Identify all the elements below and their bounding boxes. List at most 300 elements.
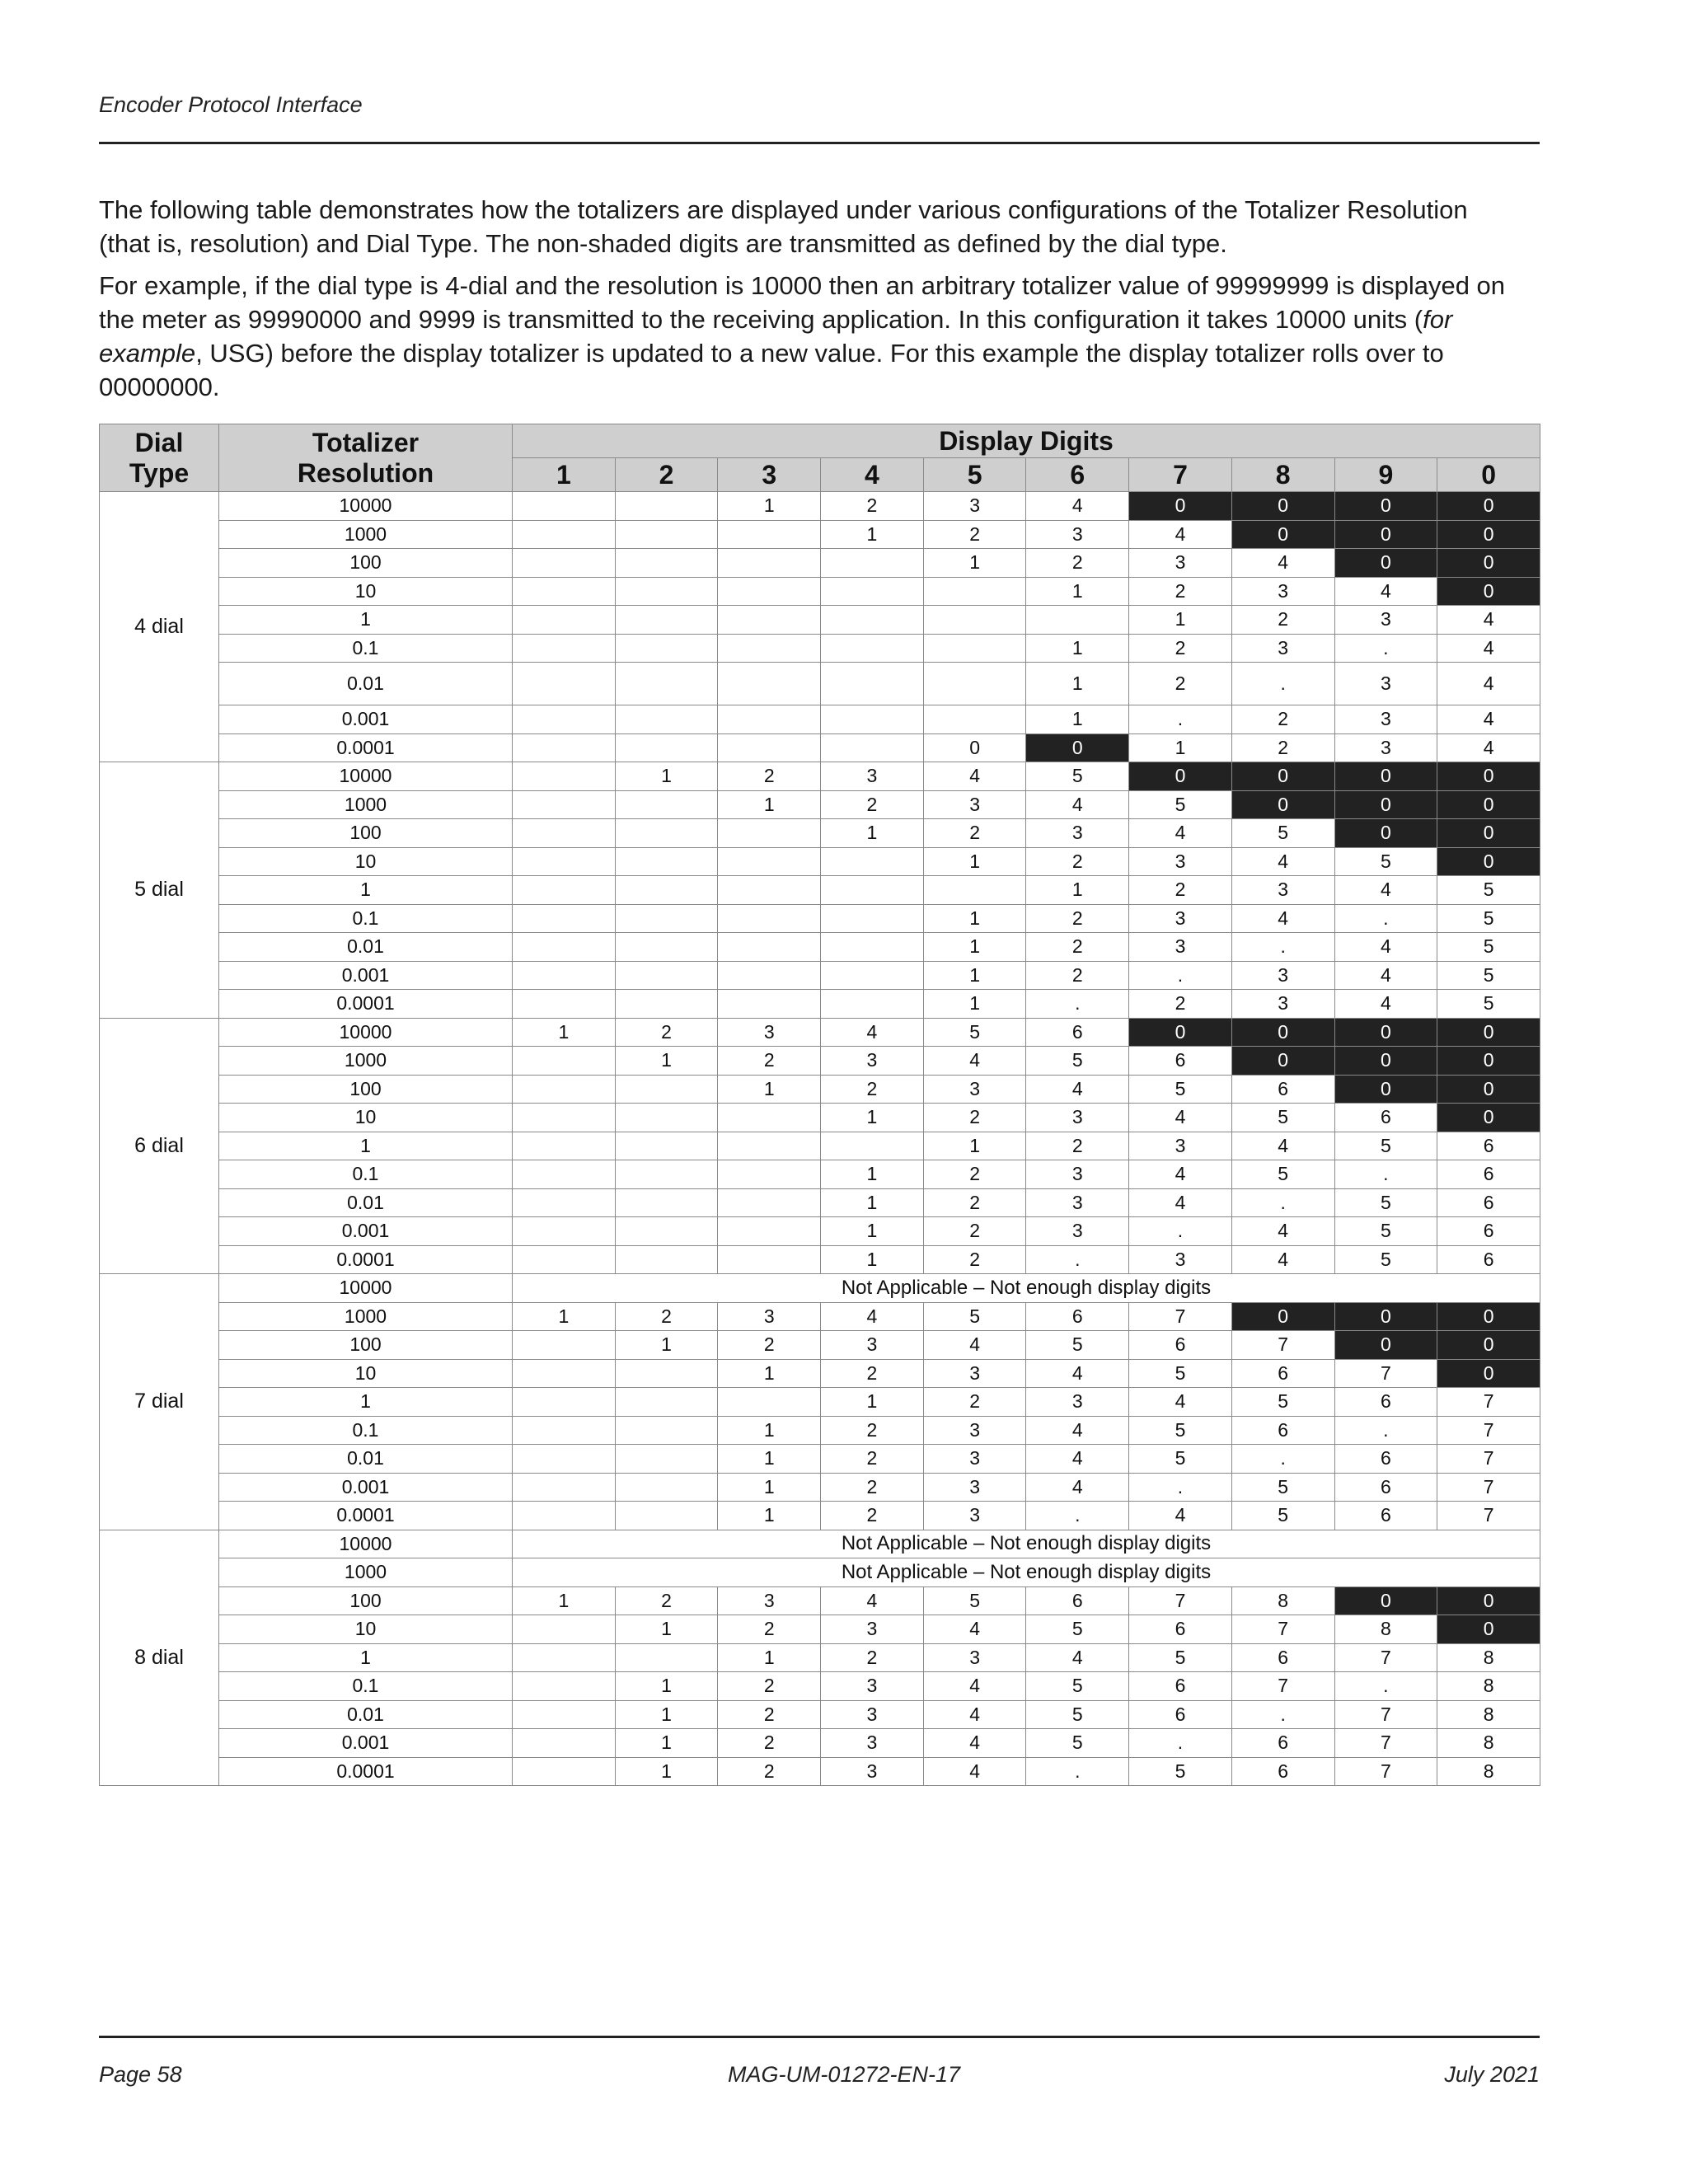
digit-cell	[513, 1502, 616, 1530]
table-row	[100, 1530, 1540, 1558]
digit-cell: 3	[923, 1502, 1026, 1530]
digit-cell: 1	[923, 990, 1026, 1019]
resolution-cell: 100	[219, 819, 513, 848]
digit-cell: 4	[1231, 1217, 1334, 1246]
digit-cell	[821, 933, 924, 962]
digit-cell	[718, 1188, 821, 1217]
digit-cell: 2	[1231, 733, 1334, 762]
resolution-cell: 100	[219, 1331, 513, 1360]
digit-cell: 5	[1334, 1217, 1437, 1246]
digit-cell: 3	[1026, 1217, 1129, 1246]
table-row	[100, 1047, 1540, 1076]
resolution-cell: 0.001	[219, 1473, 513, 1502]
digit-cell	[615, 634, 718, 663]
digit-cell: 4	[1129, 1104, 1232, 1132]
digit-cell: 1	[718, 1502, 821, 1530]
digit-cell: 7	[1334, 1757, 1437, 1786]
digit-cell: 4	[1129, 819, 1232, 848]
digit-cell	[513, 847, 616, 876]
digit-cell: 4	[1231, 549, 1334, 578]
digit-cell: 2	[1231, 705, 1334, 734]
digit-cell	[615, 961, 718, 990]
digit-cell: 4	[1231, 1245, 1334, 1274]
digit-cell: 1	[615, 1700, 718, 1729]
resolution-cell: 1	[219, 1132, 513, 1160]
digit-cell: 6	[1437, 1217, 1540, 1246]
digit-cell: 1	[513, 1586, 616, 1615]
digit-cell: 5	[1129, 1643, 1232, 1672]
digit-cell: 2	[821, 1359, 924, 1388]
digit-cell	[513, 1359, 616, 1388]
digit-cell: 7	[1437, 1445, 1540, 1474]
digit-cell	[718, 1104, 821, 1132]
digit-cell	[821, 961, 924, 990]
resolution-cell: 10	[219, 847, 513, 876]
digit-cell	[923, 663, 1026, 705]
digit-cell	[718, 876, 821, 905]
table-row	[100, 549, 1540, 578]
digit-cell: 3	[923, 492, 1026, 521]
digit-cell: 7	[1334, 1729, 1437, 1758]
digit-cell	[615, 577, 718, 606]
digit-cell: 1	[718, 1473, 821, 1502]
digit-cell: 3	[821, 1331, 924, 1360]
digit-cell: 4	[1026, 492, 1129, 521]
digit-cell: 4	[821, 1586, 924, 1615]
digit-cell: 5	[1437, 990, 1540, 1019]
digit-cell: 3	[1231, 577, 1334, 606]
digit-cell: 1	[513, 1302, 616, 1331]
digit-cell: 4	[1334, 876, 1437, 905]
digit-cell: 3	[1231, 961, 1334, 990]
resolution-cell: 0.1	[219, 1160, 513, 1189]
digit-cell	[718, 520, 821, 549]
resolution-cell: 1	[219, 1643, 513, 1672]
resolution-cell: 0.0001	[219, 733, 513, 762]
digit-cell	[513, 790, 616, 819]
resolution-cell: 0.001	[219, 1217, 513, 1246]
digit-cell: 5	[1026, 1700, 1129, 1729]
table-row	[100, 1245, 1540, 1274]
digit-cell: 2	[1231, 606, 1334, 635]
digit-cell: .	[1334, 904, 1437, 933]
digit-cell: 1	[1129, 606, 1232, 635]
header-digit-8: 8	[1231, 458, 1334, 492]
digit-cell	[513, 933, 616, 962]
digit-cell: 0	[1129, 492, 1232, 521]
table-row	[100, 1160, 1540, 1189]
digit-cell: 2	[718, 1700, 821, 1729]
digit-cell: .	[1026, 1757, 1129, 1786]
digit-cell: 0	[1334, 819, 1437, 848]
digit-cell	[821, 733, 924, 762]
resolution-cell: 10000	[219, 1274, 513, 1303]
digit-cell: 2	[821, 492, 924, 521]
digit-cell: 1	[821, 1160, 924, 1189]
digit-cell: 1	[821, 1388, 924, 1417]
digit-cell: 1	[1129, 733, 1232, 762]
digit-cell: 0	[1437, 577, 1540, 606]
digit-cell	[615, 1075, 718, 1104]
digit-cell: 6	[1026, 1302, 1129, 1331]
resolution-cell: 1000	[219, 520, 513, 549]
digit-cell: 2	[718, 1047, 821, 1076]
digit-cell: 0	[1437, 762, 1540, 791]
digit-cell: 4	[1437, 606, 1540, 635]
digit-cell: 4	[923, 762, 1026, 791]
digit-cell: 0	[1231, 790, 1334, 819]
digit-cell	[718, 1160, 821, 1189]
digit-cell	[821, 876, 924, 905]
digit-cell: 4	[1334, 577, 1437, 606]
digit-cell	[821, 904, 924, 933]
dial-type-cell: 4 dial	[100, 492, 219, 762]
digit-cell	[615, 606, 718, 635]
digit-cell: 5	[1231, 1104, 1334, 1132]
digit-cell	[513, 1047, 616, 1076]
digit-cell: .	[1231, 933, 1334, 962]
table-row	[100, 1217, 1540, 1246]
digit-cell	[718, 663, 821, 705]
digit-cell: 7	[1129, 1586, 1232, 1615]
digit-cell: 5	[1129, 1445, 1232, 1474]
digit-cell: 3	[923, 1359, 1026, 1388]
digit-cell: 6	[1026, 1018, 1129, 1047]
intro-paragraph-1: The following table demonstrates how the totalizers are displayed under various configurations of the Totalizer Resolution (that is, resolution) and Dial Type. The non-shaded digits are transmitted as defined by the dial type.	[99, 195, 1468, 258]
digit-cell: 2	[821, 1473, 924, 1502]
intro-p2-emphasis: for example	[99, 305, 1453, 368]
digit-cell	[615, 1104, 718, 1132]
digit-cell	[513, 663, 616, 705]
digit-cell: 2	[923, 1388, 1026, 1417]
digit-cell: 2	[1129, 990, 1232, 1019]
digit-cell: 0	[1334, 1331, 1437, 1360]
digit-cell: 3	[1334, 705, 1437, 734]
digit-cell: 5	[1231, 1473, 1334, 1502]
digit-cell: 1	[923, 1132, 1026, 1160]
digit-cell: 4	[1026, 1075, 1129, 1104]
digit-cell: 0	[1437, 1018, 1540, 1047]
digit-cell: 5	[1334, 1132, 1437, 1160]
digit-cell: 3	[1026, 1388, 1129, 1417]
digit-cell: 5	[1129, 1416, 1232, 1445]
digit-cell	[615, 492, 718, 521]
header-digit-4: 4	[821, 458, 924, 492]
table-row	[100, 1416, 1540, 1445]
digit-cell	[513, 1729, 616, 1758]
digit-cell: 4	[923, 1672, 1026, 1701]
digit-cell	[513, 1416, 616, 1445]
digit-cell: 2	[821, 790, 924, 819]
digit-cell	[718, 1388, 821, 1417]
digit-cell: 8	[1231, 1586, 1334, 1615]
digit-cell: 3	[1026, 1160, 1129, 1189]
digit-cell	[513, 1388, 616, 1417]
digit-cell	[513, 819, 616, 848]
digit-cell: 6	[1231, 1359, 1334, 1388]
resolution-cell: 10000	[219, 1018, 513, 1047]
digit-cell: 4	[1437, 634, 1540, 663]
digit-cell: 0	[1437, 549, 1540, 578]
digit-cell: 6	[1026, 1586, 1129, 1615]
resolution-cell: 1000	[219, 1558, 513, 1587]
table-body	[100, 492, 1540, 1786]
table-row	[100, 1132, 1540, 1160]
digit-cell: 4	[1231, 847, 1334, 876]
footer-page-number: Page 58	[99, 2062, 182, 2087]
digit-cell: .	[1231, 1445, 1334, 1474]
digit-cell: 1	[615, 1615, 718, 1644]
dial-type-cell: 8 dial	[100, 1530, 219, 1786]
digit-cell	[615, 790, 718, 819]
digit-cell	[513, 606, 616, 635]
resolution-cell: 1	[219, 876, 513, 905]
digit-cell: 1	[923, 904, 1026, 933]
digit-cell	[718, 990, 821, 1019]
digit-cell: .	[1026, 990, 1129, 1019]
digit-cell: 6	[1334, 1445, 1437, 1474]
digit-cell: 5	[1026, 1672, 1129, 1701]
digit-cell: 5	[1334, 1245, 1437, 1274]
digit-cell	[923, 876, 1026, 905]
digit-cell: 8	[1437, 1672, 1540, 1701]
digit-cell: 6	[1334, 1473, 1437, 1502]
digit-cell: 8	[1437, 1757, 1540, 1786]
header-digit-1: 1	[513, 458, 616, 492]
digit-cell: 6	[1231, 1729, 1334, 1758]
digit-cell	[821, 549, 924, 578]
resolution-cell: 0.1	[219, 1672, 513, 1701]
digit-cell: 2	[718, 1729, 821, 1758]
digit-cell: 1	[718, 1416, 821, 1445]
digit-cell	[615, 1217, 718, 1246]
digit-cell: 2	[1129, 876, 1232, 905]
digit-cell: 3	[1231, 876, 1334, 905]
digit-cell: 4	[923, 1615, 1026, 1644]
digit-cell	[615, 1245, 718, 1274]
digit-cell: 4	[1129, 520, 1232, 549]
digit-cell	[513, 1757, 616, 1786]
digit-cell	[615, 876, 718, 905]
table-row	[100, 634, 1540, 663]
digit-cell: 2	[923, 1160, 1026, 1189]
digit-cell	[615, 520, 718, 549]
digit-cell: 0	[1334, 520, 1437, 549]
digit-cell: 1	[821, 1104, 924, 1132]
resolution-cell: 100	[219, 1586, 513, 1615]
table-row	[100, 1643, 1540, 1672]
digit-cell: 2	[923, 819, 1026, 848]
digit-cell	[513, 549, 616, 578]
digit-cell: 0	[1334, 1075, 1437, 1104]
digit-cell	[718, 933, 821, 962]
digit-cell: 4	[1129, 1388, 1232, 1417]
digit-cell: 3	[923, 1416, 1026, 1445]
digit-cell: 5	[1231, 819, 1334, 848]
digit-cell	[615, 904, 718, 933]
table-row	[100, 961, 1540, 990]
digit-cell	[513, 577, 616, 606]
digit-cell	[615, 1188, 718, 1217]
digit-cell: 3	[923, 1643, 1026, 1672]
not-applicable-cell: Not Applicable – Not enough display digits	[513, 1558, 1540, 1587]
digit-cell: 2	[615, 1302, 718, 1331]
totalizer-table	[99, 424, 1540, 1786]
digit-cell: 0	[1334, 790, 1437, 819]
digit-cell: 1	[1026, 876, 1129, 905]
header-totalizer-resolution: Totalizer Resolution	[219, 424, 513, 492]
digit-cell: 0	[1334, 762, 1437, 791]
digit-cell	[513, 904, 616, 933]
table-row	[100, 1558, 1540, 1587]
digit-cell: 1	[821, 1217, 924, 1246]
digit-cell: .	[1231, 1188, 1334, 1217]
digit-cell: 1	[1026, 705, 1129, 734]
resolution-cell: 0.001	[219, 961, 513, 990]
digit-cell: 3	[821, 762, 924, 791]
digit-cell: 2	[821, 1445, 924, 1474]
resolution-cell: 10	[219, 1615, 513, 1644]
digit-cell: 4	[1026, 1359, 1129, 1388]
table-row	[100, 1729, 1540, 1758]
digit-cell	[513, 1473, 616, 1502]
table-row	[100, 762, 1540, 791]
digit-cell: 3	[718, 1018, 821, 1047]
table-row	[100, 1274, 1540, 1303]
digit-cell: 3	[821, 1047, 924, 1076]
digit-cell: 4	[1026, 1416, 1129, 1445]
digit-cell	[923, 577, 1026, 606]
digit-cell: .	[1129, 1217, 1232, 1246]
table-row	[100, 1331, 1540, 1360]
digit-cell	[718, 634, 821, 663]
digit-cell: 6	[1334, 1104, 1437, 1132]
digit-cell: 0	[1334, 492, 1437, 521]
digit-cell: 1	[821, 520, 924, 549]
resolution-cell: 100	[219, 1075, 513, 1104]
digit-cell	[718, 819, 821, 848]
digit-cell: 0	[1437, 1331, 1540, 1360]
digit-cell	[615, 549, 718, 578]
digit-cell: 0	[1334, 1047, 1437, 1076]
digit-cell: 4	[1129, 1160, 1232, 1189]
digit-cell: .	[1129, 1473, 1232, 1502]
digit-cell: 2	[1026, 904, 1129, 933]
digit-cell: 3	[1026, 520, 1129, 549]
digit-cell	[615, 1132, 718, 1160]
header-digit-0: 0	[1437, 458, 1540, 492]
digit-cell: 0	[1231, 1018, 1334, 1047]
digit-cell: 5	[1231, 1502, 1334, 1530]
digit-cell: 5	[1129, 1359, 1232, 1388]
digit-cell	[513, 1160, 616, 1189]
digit-cell: 5	[1437, 904, 1540, 933]
digit-cell	[513, 1672, 616, 1701]
digit-cell: 3	[923, 1473, 1026, 1502]
digit-cell	[821, 634, 924, 663]
digit-cell: 5	[1026, 762, 1129, 791]
digit-cell: 4	[1026, 1473, 1129, 1502]
totalizer-table-wrap	[99, 424, 1540, 1786]
digit-cell: 0	[1129, 1018, 1232, 1047]
digit-cell: 1	[615, 1331, 718, 1360]
digit-cell	[513, 1217, 616, 1246]
digit-cell: 2	[1129, 634, 1232, 663]
digit-cell: 2	[923, 520, 1026, 549]
digit-cell: 6	[1231, 1075, 1334, 1104]
digit-cell: .	[1334, 1160, 1437, 1189]
digit-cell: 6	[1334, 1388, 1437, 1417]
digit-cell: 1	[718, 1075, 821, 1104]
digit-cell: .	[1334, 1416, 1437, 1445]
digit-cell: 2	[821, 1416, 924, 1445]
dial-type-cell: 7 dial	[100, 1274, 219, 1530]
digit-cell: 5	[1129, 1075, 1232, 1104]
digit-cell: 1	[615, 762, 718, 791]
digit-cell	[615, 819, 718, 848]
digit-cell: 4	[1129, 1188, 1232, 1217]
digit-cell: 3	[1129, 1245, 1232, 1274]
digit-cell: 0	[1334, 1018, 1437, 1047]
digit-cell: 1	[718, 1445, 821, 1474]
digit-cell	[1026, 606, 1129, 635]
page-header: Encoder Protocol Interface	[99, 92, 363, 117]
digit-cell: 0	[1437, 847, 1540, 876]
digit-cell: .	[1129, 961, 1232, 990]
digit-cell: 0	[1334, 549, 1437, 578]
digit-cell: .	[1129, 1729, 1232, 1758]
header-display-digits: Display Digits	[513, 424, 1540, 458]
table-row	[100, 933, 1540, 962]
digit-cell: 1	[1026, 663, 1129, 705]
table-row	[100, 1757, 1540, 1786]
digit-cell: 2	[1026, 933, 1129, 962]
digit-cell: 0	[1334, 1302, 1437, 1331]
resolution-cell: 10	[219, 577, 513, 606]
header-digit-9: 9	[1334, 458, 1437, 492]
digit-cell: 4	[923, 1700, 1026, 1729]
digit-cell: 4	[1026, 1445, 1129, 1474]
digit-cell: 5	[1026, 1615, 1129, 1644]
digit-cell: 3	[1129, 933, 1232, 962]
digit-cell: 5	[1129, 1757, 1232, 1786]
digit-cell: 2	[615, 1018, 718, 1047]
digit-cell: 4	[1129, 1502, 1232, 1530]
digit-cell: 8	[1437, 1729, 1540, 1758]
digit-cell: 2	[923, 1104, 1026, 1132]
dial-type-cell: 6 dial	[100, 1018, 219, 1274]
digit-cell: 3	[821, 1672, 924, 1701]
header-digit-2: 2	[615, 458, 718, 492]
digit-cell: 4	[1231, 904, 1334, 933]
digit-cell: 3	[821, 1700, 924, 1729]
digit-cell: 5	[923, 1302, 1026, 1331]
digit-cell	[923, 634, 1026, 663]
digit-cell: 6	[1231, 1643, 1334, 1672]
digit-cell: 1	[923, 933, 1026, 962]
table-row	[100, 606, 1540, 635]
table-row	[100, 790, 1540, 819]
digit-cell	[513, 1643, 616, 1672]
digit-cell: 1	[923, 961, 1026, 990]
digit-cell	[615, 733, 718, 762]
digit-cell: 1	[821, 1245, 924, 1274]
digit-cell: 3	[1334, 606, 1437, 635]
digit-cell: 0	[1437, 1104, 1540, 1132]
digit-cell	[513, 733, 616, 762]
resolution-cell: 0.01	[219, 663, 513, 705]
digit-cell	[718, 904, 821, 933]
